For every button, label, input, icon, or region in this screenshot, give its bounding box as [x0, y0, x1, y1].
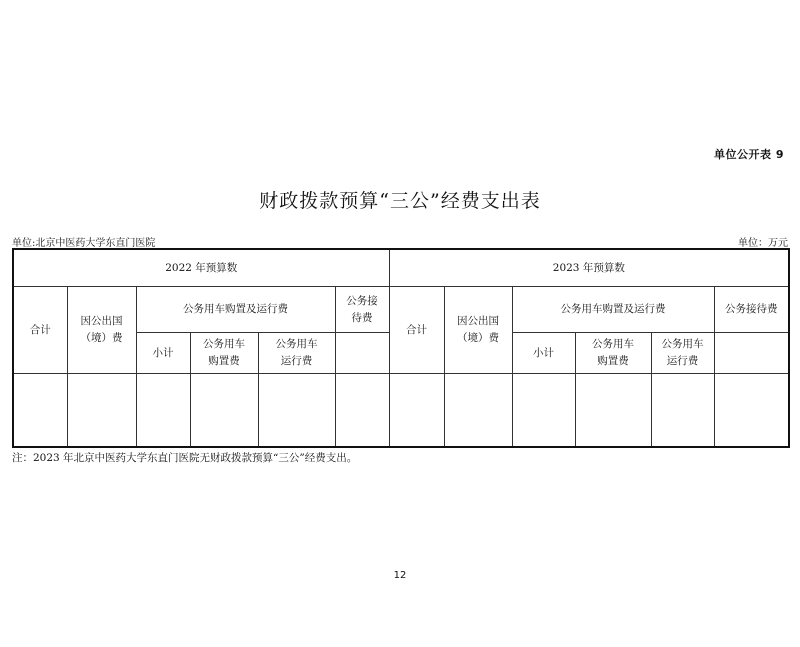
vehicle-purchase-header-2023-line2: 购置费 — [597, 355, 629, 367]
vehicle-purchase-header-2023 — [575, 333, 651, 374]
vehicle-purchase-header-2022-line2: 购置费 — [208, 355, 240, 367]
vehicle-operation-header-2022-line1: 公务用车 — [275, 338, 318, 350]
vehicle-operation-header-2023-line2: 运行费 — [666, 355, 699, 367]
vehicle-group-header-2022: 公务用车购置及运行费 — [136, 287, 335, 333]
vehicle-operation-header-2023 — [651, 333, 714, 374]
reception-header-2023: 公务接待费 — [714, 287, 789, 333]
total-header-2023: 合计 — [389, 287, 444, 374]
table-number: 单位公开表 9 — [714, 148, 784, 161]
reception-sub-blank-2023 — [714, 333, 789, 374]
cell-2022-abroad — [67, 374, 136, 448]
year-2023-header: 2023 年预算数 — [389, 249, 789, 287]
cell-2022-vehicle-purchase — [190, 374, 258, 448]
year-header-row — [13, 249, 789, 287]
cell-2022-reception — [335, 374, 389, 448]
cell-2023-vehicle-purchase — [575, 374, 651, 448]
abroad-header-2022-line2: （境）费 — [80, 332, 123, 344]
vehicle-operation-header-2022-line2: 运行费 — [280, 355, 313, 367]
reception-header-2022-line2: 待费 — [351, 311, 373, 324]
cell-2023-subtotal — [512, 374, 575, 448]
cell-2022-total — [13, 374, 67, 448]
vehicle-purchase-header-2022 — [190, 333, 258, 374]
vehicle-purchase-header-2022-line1: 公务用车 — [203, 338, 245, 350]
reception-header-2022-line1: 公务接 — [346, 294, 378, 307]
page-title: 财政拨款预算“三公”经费支出表 — [259, 190, 541, 212]
vehicle-operation-header-2022 — [258, 333, 335, 374]
page-number: 12 — [393, 570, 407, 581]
category-header-row — [13, 287, 789, 333]
vehicle-group-header-2023: 公务用车购置及运行费 — [512, 287, 714, 333]
footnote: 注：2023 年北京中医药大学东直门医院无财政拨款预算“三公”经费支出。 — [12, 452, 358, 464]
abroad-header-2023 — [444, 287, 512, 374]
abroad-header-2023-line2: （境）费 — [457, 332, 500, 344]
cell-2023-vehicle-operation — [651, 374, 714, 448]
vehicle-operation-header-2023-line1: 公务用车 — [661, 338, 704, 350]
cell-2022-vehicle-operation — [258, 374, 335, 448]
cell-2023-abroad — [444, 374, 512, 448]
abroad-header-2022 — [67, 287, 136, 374]
abroad-header-2023-line1: 因公出国 — [457, 315, 500, 327]
cell-2022-subtotal — [136, 374, 190, 448]
reception-sub-blank-2022 — [335, 333, 389, 374]
vehicle-purchase-header-2023-line1: 公务用车 — [592, 338, 635, 350]
reporting-unit: 单位:北京中医药大学东直门医院 — [12, 238, 156, 249]
subtotal-header-2022: 小计 — [136, 333, 190, 374]
budget-table — [12, 248, 790, 448]
cell-2023-reception — [714, 374, 789, 448]
cell-2023-total — [389, 374, 444, 448]
currency-unit: 单位：万元 — [738, 238, 788, 249]
total-header-2022: 合计 — [13, 287, 67, 374]
data-row — [13, 374, 789, 448]
year-2022-header: 2022 年预算数 — [13, 249, 389, 287]
abroad-header-2022-line1: 因公出国 — [80, 315, 123, 327]
reception-header-2022 — [335, 287, 389, 333]
subtotal-header-2023: 小计 — [512, 333, 575, 374]
